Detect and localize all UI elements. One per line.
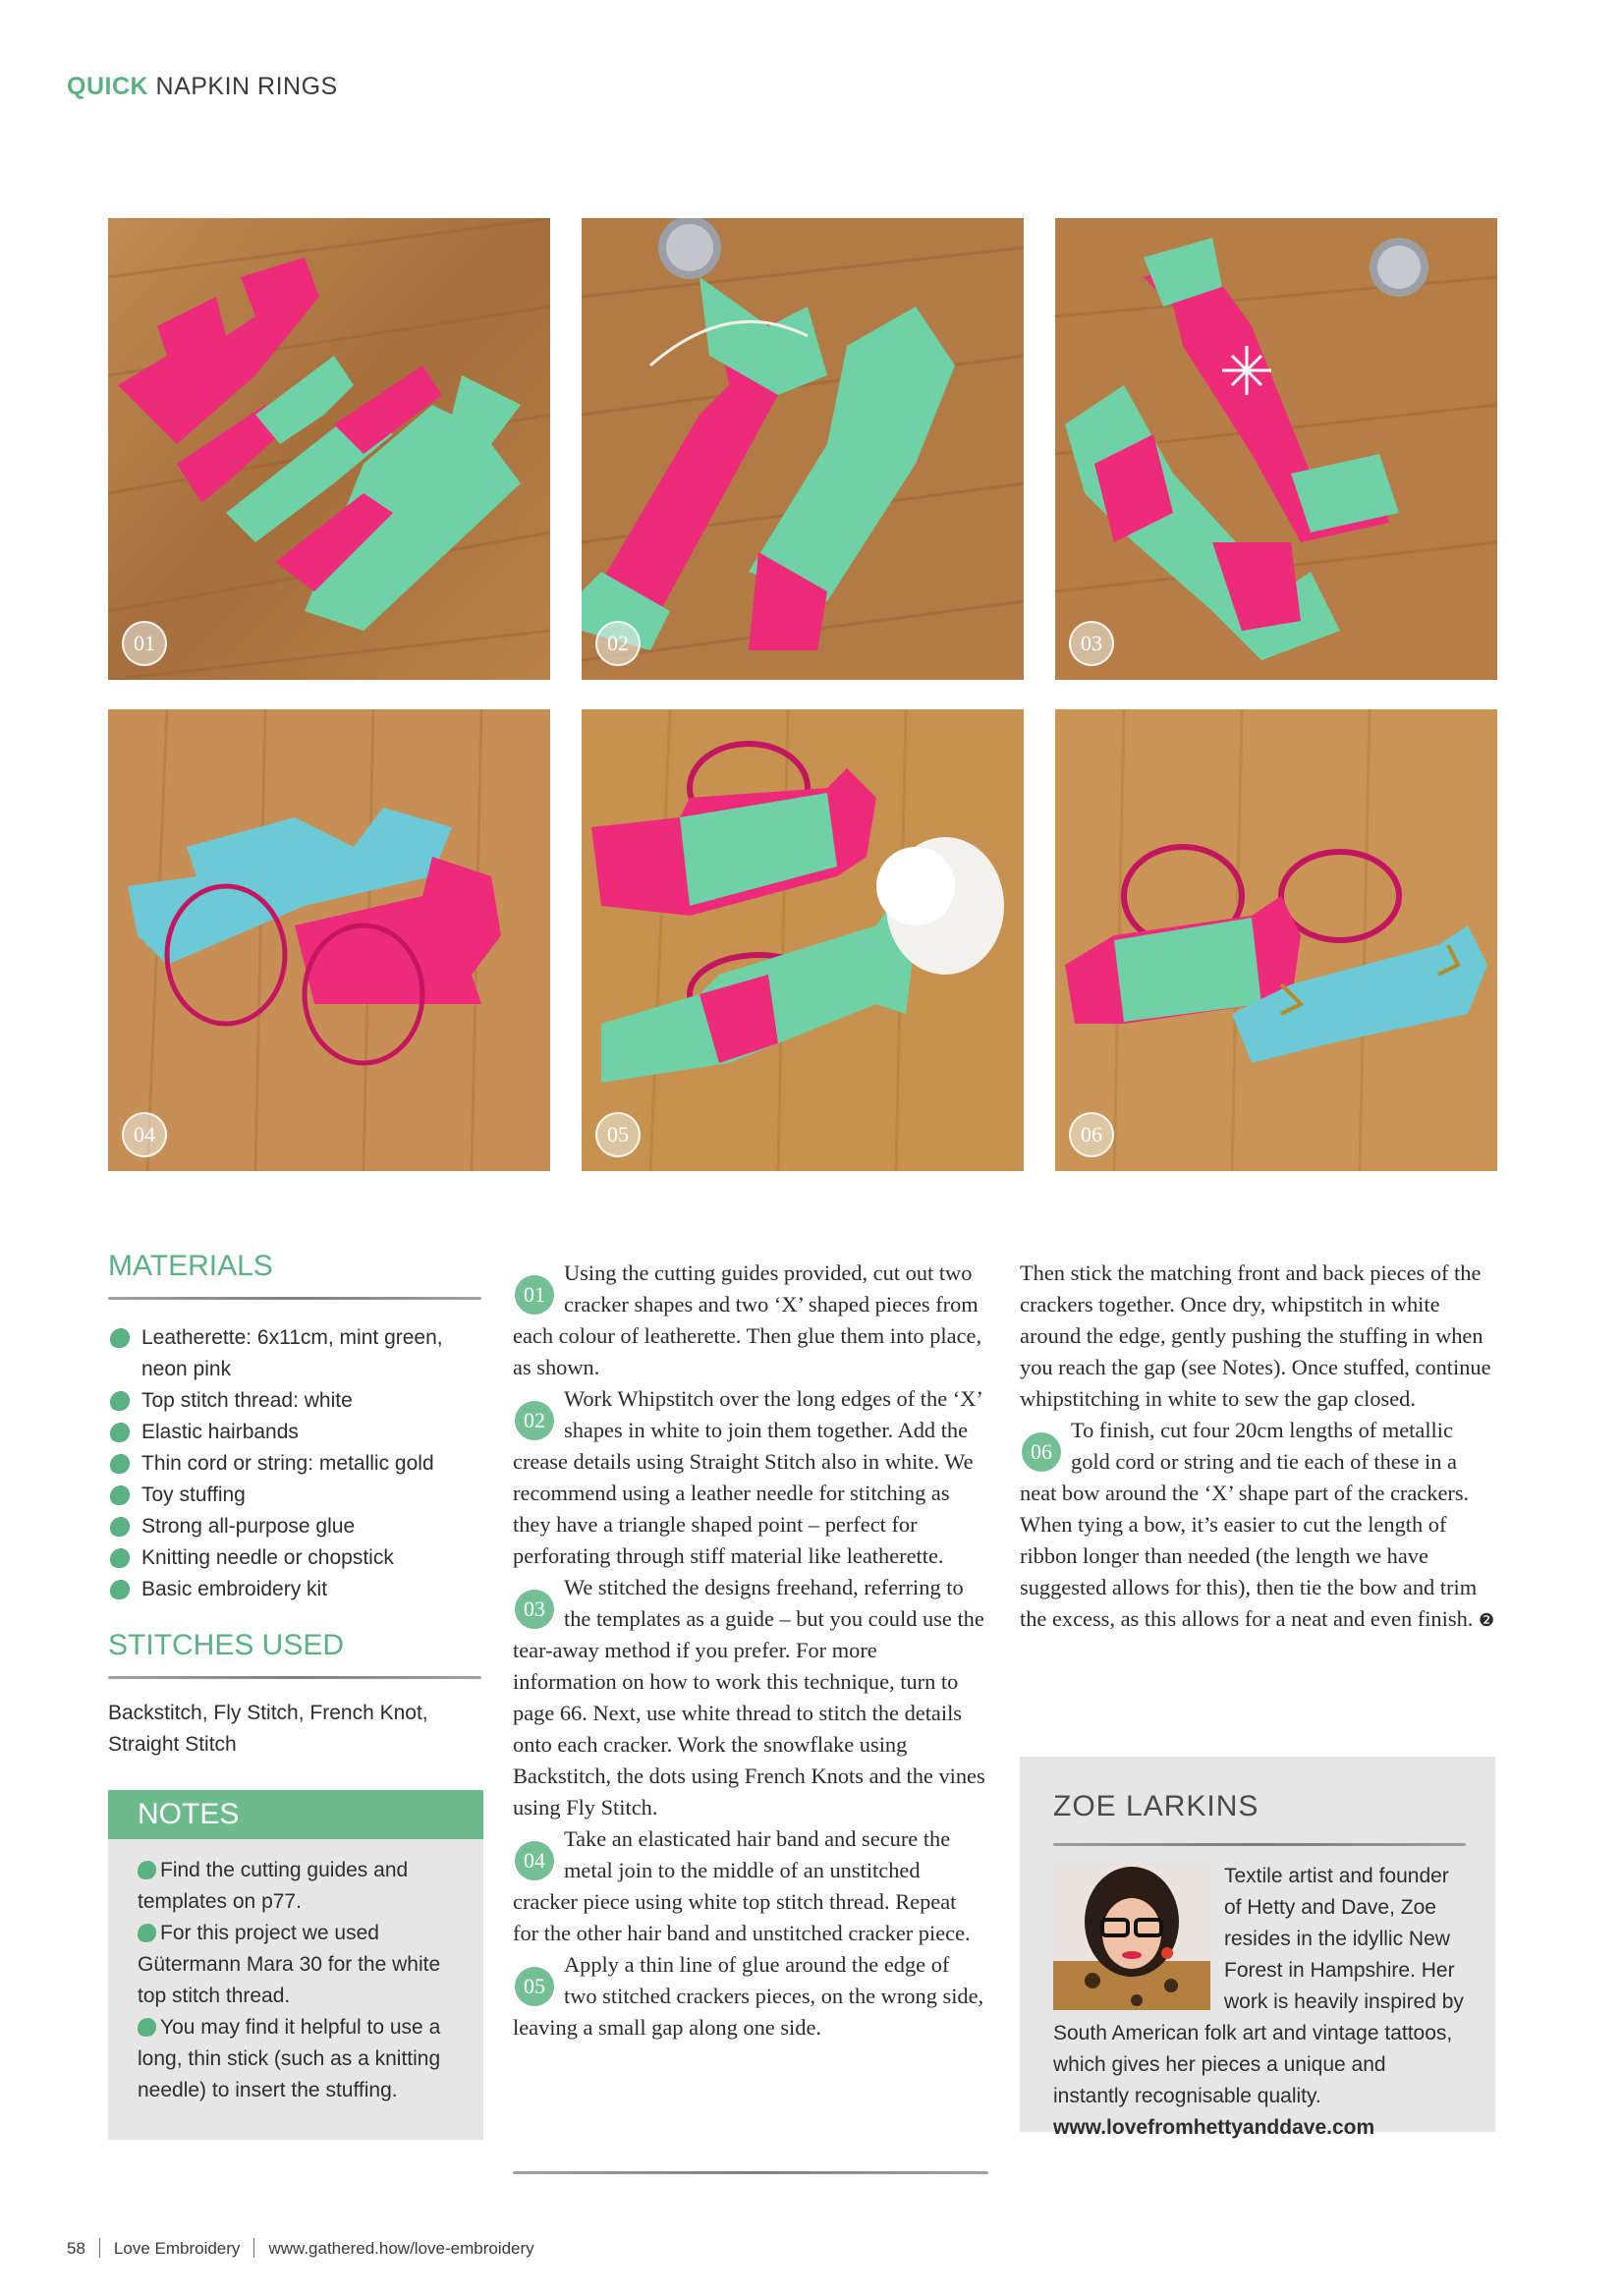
- photo-number-badge: 02: [595, 621, 641, 666]
- materials-item: Thin cord or string: metallic gold: [108, 1448, 483, 1480]
- step-number-badge: 03: [515, 1590, 554, 1629]
- header-accent: QUICK: [67, 73, 149, 100]
- materials-item: Elastic hairbands: [108, 1417, 483, 1448]
- page-header: [67, 73, 338, 101]
- photo-04-image: [108, 709, 550, 1171]
- materials-list: [108, 1322, 483, 1605]
- photo-step-02: [582, 218, 1024, 680]
- materials-item: Leatherette: 6x11cm, mint green, neon pink: [108, 1322, 483, 1385]
- step-01: 01 Using the cutting guides provided, cut out two cracker shapes and two ‘X’ shaped pieces from each colour of leatherette. Then glue them into place, as shown.: [513, 1260, 982, 1379]
- materials-item: Basic embroidery kit: [108, 1574, 483, 1605]
- photo-number-badge: 05: [595, 1112, 641, 1157]
- photo-step-05: [582, 709, 1024, 1171]
- step-number-badge: 01: [515, 1275, 554, 1315]
- notes-list: [138, 1855, 462, 2106]
- middle-column-rule: [513, 2171, 988, 2174]
- bio-rule: [1053, 1843, 1466, 1846]
- leaf-bullet-icon: [110, 1328, 130, 1348]
- step-number-badge: 06: [1022, 1432, 1061, 1472]
- footer-url-link[interactable]: www.gathered.how/love-embroidery: [268, 2239, 534, 2258]
- step-05: 05 Apply a thin line of glue around the edge of two stitched crackers pieces, on the wrong side, leaving a small gap along one side.: [513, 1952, 984, 2040]
- footer-divider: [99, 2238, 100, 2258]
- photo-step-03: [1055, 218, 1497, 680]
- step-number-badge: 02: [515, 1401, 554, 1440]
- leaf-bullet-icon: [110, 1580, 130, 1599]
- instructions-column-middle: [513, 1258, 986, 2044]
- materials-item: Strong all-purpose glue: [108, 1511, 483, 1542]
- author-portrait: [1053, 1863, 1210, 2010]
- end-mark-icon: ❷: [1478, 1610, 1495, 1630]
- magazine-name: Love Embroidery: [113, 2239, 241, 2258]
- photo-step-06: [1055, 709, 1497, 1171]
- bio-name: ZOE LARKINS: [1053, 1790, 1259, 1822]
- photo-number-badge: 03: [1069, 621, 1114, 666]
- stitches-title: STITCHES USED: [108, 1629, 345, 1661]
- photo-01-image: [108, 218, 550, 680]
- page-footer: [67, 2238, 534, 2259]
- leaf-bullet-icon: [138, 1924, 156, 1942]
- header-title: NAPKIN RINGS: [155, 73, 338, 100]
- materials-title: MATERIALS: [108, 1250, 273, 1282]
- photo-step-04: [108, 709, 550, 1171]
- step-02: 02 Work Whipstitch over the long edges of the ‘X’ shapes in white to join them together. Add the crease details using Straight Stitch also in white. We recommend using a leather needle for stitching as they have a triangle shaped point – perfect for perforating through stiff material like leatherette.: [513, 1386, 982, 1568]
- leaf-bullet-icon: [110, 1391, 130, 1411]
- materials-rule: [108, 1297, 481, 1300]
- stitches-rule: [108, 1676, 481, 1679]
- leaf-bullet-icon: [110, 1423, 130, 1442]
- bio-text-block: [1053, 1861, 1466, 2144]
- note-item: You may find it helpful to use a long, thin stick (such as a knitting needle) to insert the stuffing.: [138, 2016, 441, 2101]
- photo-number-badge: 06: [1069, 1112, 1114, 1157]
- note-item: Find the cutting guides and templates on p77.: [138, 1859, 409, 1913]
- leaf-bullet-icon: [110, 1454, 130, 1474]
- materials-item: Knitting needle or chopstick: [108, 1542, 483, 1574]
- photo-05-image: [582, 709, 1024, 1171]
- step-05-continued: Then stick the matching front and back pieces of the crackers together. Once dry, whipstitch in white around the edge, gently pushing the stuffing in when you reach the gap (see Notes). Once stuffed, continue whipstitching in white to sew the gap closed.: [1020, 1260, 1491, 1411]
- bio-description: Textile artist and founder of Hetty and Dave, Zoe resides in the idyllic New Forest in Hampshire. Her work is heavily inspired by South American folk art and vintage tattoos, which gives her pieces a unique and instantly recognisable quality.: [1053, 1865, 1464, 2107]
- photo-02-image: [582, 218, 1024, 680]
- step-number-badge: 04: [515, 1841, 554, 1880]
- photo-number-badge: 04: [122, 1112, 167, 1157]
- materials-item: Toy stuffing: [108, 1480, 483, 1511]
- photo-06-image: [1055, 709, 1497, 1171]
- bio-website-link[interactable]: www.lovefromhettyanddave.com: [1053, 2116, 1375, 2139]
- step-04: 04 Take an elasticated hair band and secure the metal join to the middle of an unstitched cracker piece using white top stitch thread. Repeat for the other hair band and unstitched cracker piece.: [513, 1826, 971, 1945]
- note-item: For this project we used Gütermann Mara 30 for the white top stitch thread.: [138, 1922, 441, 2007]
- notes-header: [108, 1790, 483, 1839]
- step-06: 06 To finish, cut four 20cm lengths of metallic gold cord or string and tie each of these in a neat bow around the ‘X’ shape part of the crackers. When tying a bow, it’s easier to cut the length of ribbon longer than needed (the length we have suggested allows for this), then tie the bow and trim the excess, as this allows for a neat and even finish. ❷: [1020, 1418, 1495, 1631]
- leaf-bullet-icon: [110, 1517, 130, 1537]
- leaf-bullet-icon: [110, 1485, 130, 1505]
- photo-number-badge: 01: [122, 621, 167, 666]
- instructions-column-right: [1020, 1258, 1497, 1636]
- step-number-badge: 05: [515, 1967, 554, 2006]
- notes-title: NOTES: [138, 1798, 240, 1830]
- photo-03-image: [1055, 218, 1497, 680]
- footer-divider: [253, 2238, 254, 2258]
- leaf-bullet-icon: [138, 1861, 156, 1879]
- stitches-text: Backstitch, Fly Stitch, French Knot, Straight Stitch: [108, 1702, 428, 1756]
- materials-item: Top stitch thread: white: [108, 1385, 483, 1417]
- page-number: 58: [67, 2239, 85, 2258]
- author-portrait-image: [1053, 1863, 1210, 2010]
- leaf-bullet-icon: [110, 1548, 130, 1568]
- leaf-bullet-icon: [138, 2018, 156, 2037]
- step-03: 03 We stitched the designs freehand, referring to the templates as a guide – but you could use the tear-away method if you prefer. For more information on how to work this technique, turn to page 66. Next, use white thread to stitch the details onto each cracker. Work the snowflake using Backstitch, the dots using French Knots and the vines using Fly Stitch.: [513, 1575, 985, 1820]
- photo-step-01: [108, 218, 550, 680]
